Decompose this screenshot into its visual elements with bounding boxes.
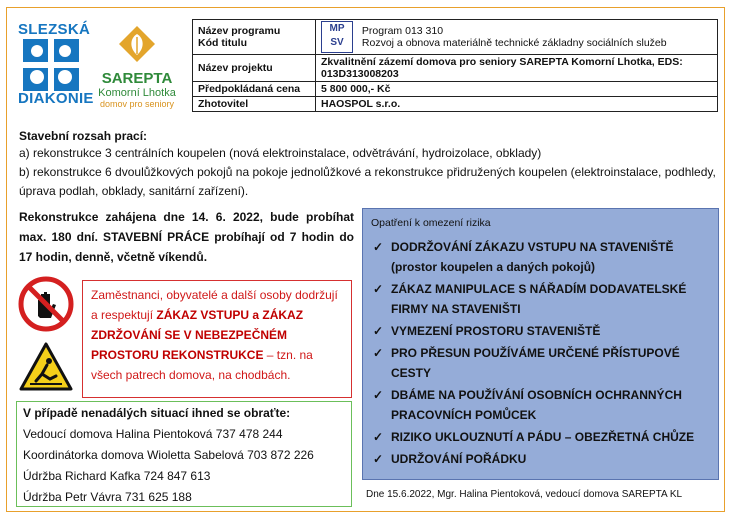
risk-item-text: ZÁKAZ MANIPULACE S NÁŘADÍM DODAVATELSKÉ FIRMY NA STAVENIŠTI — [391, 282, 687, 316]
scope-title: Stavební rozsah prací: — [19, 129, 148, 143]
risk-item — [373, 343, 710, 383]
risk-item-text: DODRŽOVÁNÍ ZÁKAZU VSTUPU NA STAVENIŠTĚ — [391, 240, 674, 254]
scope-item-a: a) rekonstrukce 3 centrálních koupelen (nová elektroinstalace, odvětrávání, hydroizolace, obklady) — [19, 146, 542, 160]
checkmark-icon: ✓ — [373, 452, 384, 466]
start-info-text: Rekonstrukce zahájena dne 14. 6. 2022, bude probíhat max. 180 dní. STAVEBNÍ PRÁCE probíhají od 7 hodin do 17 hodin, denně, včetně víkendů. — [19, 210, 354, 264]
warning-text-1: Zaměstnanci, obyvatelé a další osoby dodržují a respektují — [91, 288, 338, 322]
warning-text-2: – tzn. na všech patrech domova, na chodbách. — [91, 348, 313, 382]
contact-item: Koordinátorka domova Wioletta Sabelová 703 872 226 — [23, 448, 314, 462]
price-value: 5 800 000,- Kč — [316, 82, 718, 97]
checkmark-icon: ✓ — [373, 282, 384, 296]
risk-item-subtext: (prostor koupelen a daných pokojů) — [391, 260, 596, 274]
project-row — [193, 55, 718, 82]
risk-measures-box — [362, 208, 719, 480]
price-label: Předpokládaná cena — [193, 82, 316, 97]
mpsv-logo-line2: SV — [330, 37, 344, 48]
checkmark-icon: ✓ — [373, 346, 384, 360]
scope-item-b: b) rekonstrukce 6 dvoulůžkových pokojů na pokoje jednolůžkové a rekonstrukce přidružených koupelen (elektroinstalace, podhledy, úprava podlah, obklady, sanitární zařízení). — [19, 165, 716, 198]
checkmark-icon: ✓ — [373, 240, 384, 254]
checkmark-icon: ✓ — [373, 430, 384, 444]
slip-hazard-icon — [18, 341, 74, 393]
risk-item — [373, 427, 710, 447]
contact-item: Vedoucí domova Halina Pientoková 737 478 244 — [23, 427, 283, 441]
contact-item: Údržba Richard Kafka 724 847 613 — [23, 469, 211, 483]
warning-bold: ZÁKAZ VSTUPU a ZÁKAZ ZDRŽOVÁNÍ SE V NEBEZPEČNÉM PROSTORU REKONSTRUKCE — [91, 308, 304, 362]
program-value-cell — [316, 20, 718, 55]
risk-item — [373, 237, 710, 277]
program-label: Název programu — [198, 25, 281, 37]
contractor-value: HAOSPOL s.r.o. — [316, 97, 718, 112]
program-label-cell — [193, 20, 316, 55]
slezska-logo-top: SLEZSKÁ — [18, 21, 91, 38]
sarepta-logo-tagline: domov pro seniory — [99, 99, 175, 109]
risk-item — [373, 449, 710, 469]
risk-item — [373, 321, 710, 341]
risk-item — [373, 279, 710, 319]
program-description: Rozvoj a obnova materiálně technické základny sociálních služeb — [361, 37, 667, 49]
sarepta-logo — [92, 24, 182, 110]
title-code-label: Kód titulu — [198, 37, 247, 49]
risk-item-text: DBÁME NA POUŽÍVÁNÍ OSOBNÍCH OCHRANNÝCH PRACOVNÍCH POMŮCEK — [391, 388, 682, 422]
checkmark-icon: ✓ — [373, 388, 384, 402]
contractor-label: Zhotovitel — [193, 97, 316, 112]
mpsv-logo-line1: MP — [329, 23, 345, 34]
project-info-table — [192, 19, 718, 112]
sarepta-leaf-icon — [117, 24, 157, 64]
price-row — [193, 82, 718, 97]
slezska-logo-bottom: DIAKONIE — [18, 90, 94, 107]
sarepta-logo-name: SAREPTA — [101, 70, 173, 87]
risk-list — [363, 237, 718, 469]
footer-signature: Dne 15.6.2022, Mgr. Halina Pientoková, vedoucí domova SAREPTA KL — [366, 489, 683, 500]
program-row — [193, 20, 718, 55]
warning-icons — [18, 276, 78, 398]
diakonie-symbol-icon — [23, 39, 79, 91]
slezska-diakonie-logo — [18, 21, 94, 107]
warning-box — [82, 280, 352, 398]
risk-item-text: RIZIKO UKLOUZNUTÍ A PÁDU – OBEZŘETNÁ CHŮZE — [391, 430, 695, 444]
risk-title: Opatření k omezení rizika — [371, 217, 491, 229]
risk-item — [373, 385, 710, 425]
contacts-heading: V případě nenadálých situací ihned se obraťte: — [23, 406, 291, 420]
sarepta-logo-place: Komorní Lhotka — [98, 87, 176, 99]
program-number: Program 013 310 — [361, 25, 444, 37]
emergency-contacts-box — [16, 401, 352, 507]
risk-item-text: UDRŽOVÁNÍ POŘÁDKU — [391, 452, 527, 466]
project-name: Zkvalitnění zázemí domova pro seniory SAREPTA Komorní Lhotka, EDS: 013D313008203 — [316, 55, 718, 82]
checkmark-icon: ✓ — [373, 324, 384, 338]
no-entry-hand-icon — [18, 276, 74, 332]
risk-item-text: VYMEZENÍ PROSTORU STAVENIŠTĚ — [391, 324, 601, 338]
program-text — [362, 25, 667, 49]
mpsv-logo — [321, 21, 353, 53]
contractor-row — [193, 97, 718, 112]
project-label: Název projektu — [193, 55, 316, 82]
risk-item-text: PRO PŘESUN POUŽÍVÁME URČENÉ PŘÍSTUPOVÉ CESTY — [391, 346, 680, 380]
contact-item: Údržba Petr Vávra 731 625 188 — [23, 490, 192, 504]
